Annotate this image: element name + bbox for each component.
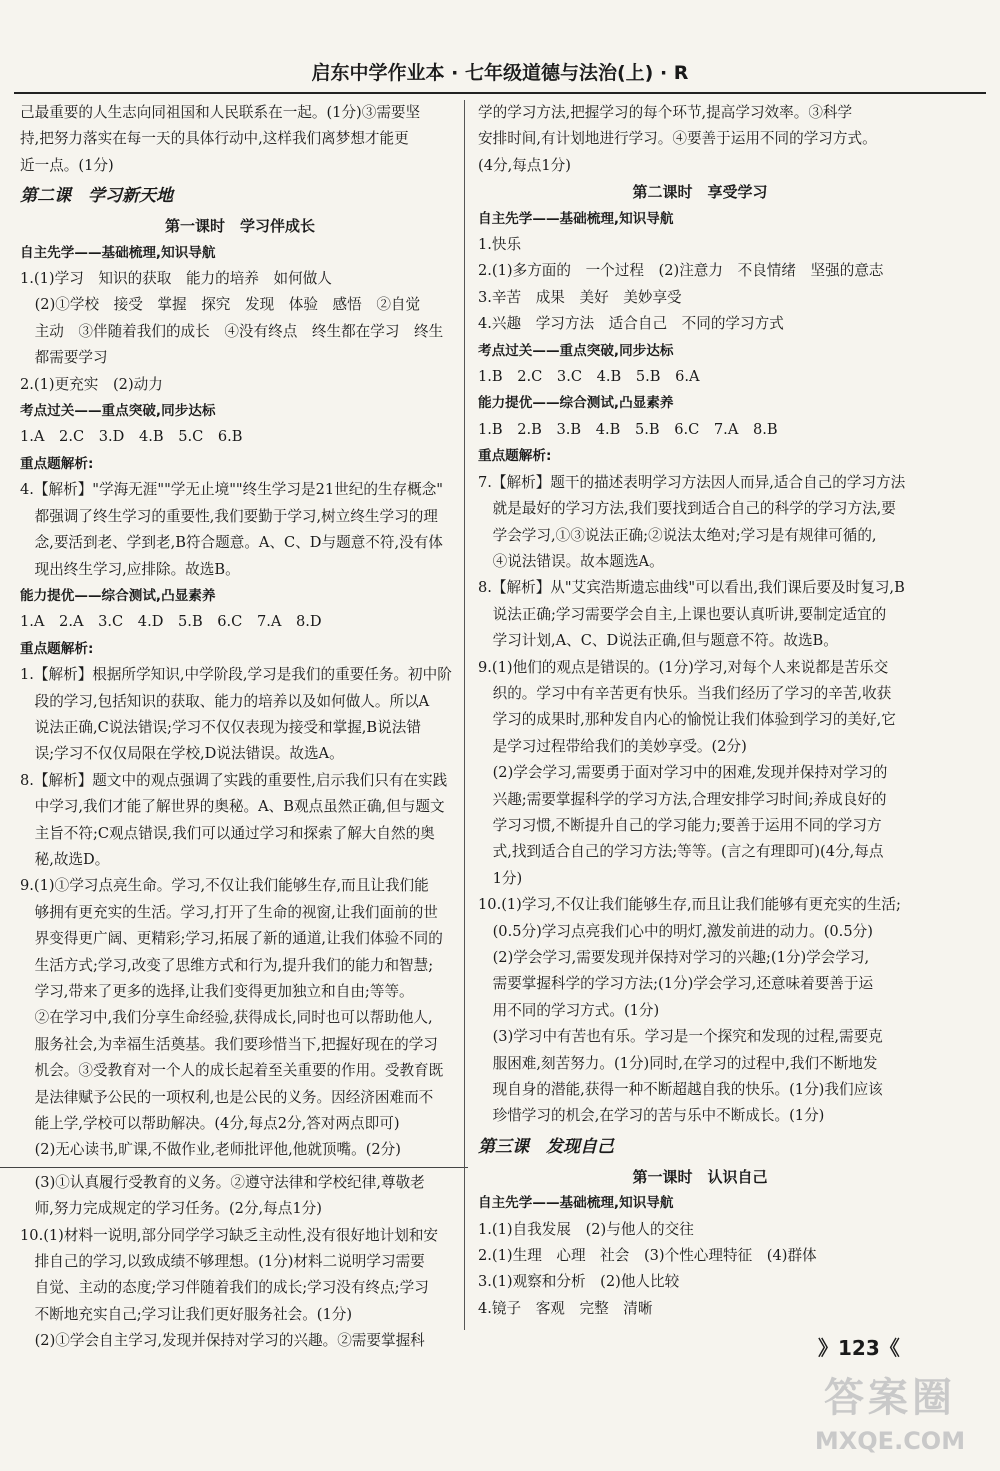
answer-line: 服务社会,为幸福生活奠基。我们要珍惜当下,把握好现在的学习: [20, 1035, 438, 1053]
answer-line: 秘,故选D。: [20, 850, 110, 868]
answer-line: 织的。学习中有辛苦更有快乐。当我们经历了学习的辛苦,收获: [478, 684, 892, 702]
answer-line: 7.【解析】题干的描述表明学习方法因人而异,适合自己的学习方法: [478, 473, 906, 491]
answer-line: 3.(1)观察和分析 (2)他人比较: [478, 1273, 680, 1291]
answer-line: 学习计划,A、C、D说法正确,但与题意不符。故选B。: [478, 632, 838, 650]
answer-line: 误;学习不仅仅局限在学校,D说法错误。故选A。: [20, 745, 344, 763]
answer-line: (4分,每点1分): [478, 156, 571, 174]
section-rule: [0, 1167, 468, 1168]
answer-line: 8.【解析】题文中的观点强调了实践的重要性,启示我们只有在实践: [20, 771, 448, 789]
answer-line: 自觉、主动的态度;学习伴随着我们的成长;学习没有终点;学习: [20, 1279, 429, 1297]
answer-line: 1.(1)自我发展 (2)与他人的交往: [478, 1220, 694, 1238]
section-heading: 重点题解析:: [478, 448, 552, 465]
answer-line: 1.快乐: [478, 236, 522, 254]
answer-line: 机会。③受教育对一个人的成长起着至关重要的作用。受教育既: [20, 1062, 444, 1080]
section-heading: 能力提优——综合测试,凸显素养: [20, 587, 216, 604]
answer-line: 够拥有更充实的生活。学习,打开了生命的视窗,让我们面前的世: [20, 903, 438, 921]
answer-line: (0.5分)学习点亮我们心中的明灯,激发前进的动力。(0.5分): [478, 922, 873, 940]
answer-line: (3)①认真履行受教育的义务。②遵守法律和学校纪律,尊敬老: [20, 1173, 425, 1191]
answer-line: 主动 ③伴随着我们的成长 ④没有终点 终生都在学习 终生: [20, 322, 444, 340]
period-title: 第一课时 学习伴成长: [164, 217, 315, 236]
answer-line: 1分): [478, 869, 523, 887]
answer-line: 1.A 2.A 3.C 4.D 5.B 6.C 7.A 8.D: [20, 613, 322, 631]
page-number: 》123《: [818, 1336, 900, 1360]
section-heading: 能力提优——综合测试,凸显素养: [478, 395, 674, 412]
section-heading: 重点题解析:: [20, 640, 94, 657]
section-heading: 重点题解析:: [20, 455, 94, 472]
section-heading: 自主先学——基础梳理,知识导航: [478, 1195, 674, 1212]
answer-line: 2.(1)多方面的 一个过程 (2)注意力 不良情绪 坚强的意志: [478, 262, 884, 280]
answer-line: 都强调了终生学习的重要性,我们要勤于学习,树立终生学习的理: [20, 507, 438, 525]
answer-line: 就是最好的学习方法,我们要找到适合自己的科学的学习方法,要: [478, 500, 896, 518]
answer-line: 都需要学习: [20, 349, 108, 367]
answer-line: 不断地充实自己;学习让我们更好服务社会。(1分): [20, 1305, 353, 1323]
answer-line: (2)①学校 接受 掌握 探究 发现 体验 感悟 ②自觉: [20, 296, 421, 314]
lesson-title: 第二课 学习新天地: [20, 186, 173, 207]
answer-line: 学习习惯,不断提升自己的学习能力;要善于运用不同的学习方: [478, 816, 882, 834]
answer-line: 服困难,刻苦努力。(1分)同时,在学习的过程中,我们不断地发: [478, 1054, 878, 1072]
answer-line: 需要掌握科学的学习方法;(1分)学会学习,还意味着要善于运: [478, 975, 874, 993]
section-heading: 考点过关——重点突破,同步达标: [478, 342, 674, 359]
section-heading: 考点过关——重点突破,同步达标: [20, 403, 216, 420]
period-title: 第二课时 享受学习: [632, 183, 768, 202]
answer-line: 生活方式;学习,改变了思维方式和行为,提升我们的能力和智慧;: [20, 956, 434, 974]
answer-line: 学习的成果时,那种发自内心的愉悦让我们体验到学习的美好,它: [478, 711, 896, 729]
answer-line: 9.(1)①学习点亮生命。学习,不仅让我们能够生存,而且让我们能: [20, 877, 429, 895]
answer-line: (2)学会学习,需要发现并保持对学习的兴趣;(1分)学会学习,: [478, 949, 870, 966]
watermark-text-top: 答案圈: [824, 1375, 956, 1421]
answer-line: 中学习,我们才能了解世界的奥秘。A、B观点虽然正确,但与题文: [20, 798, 445, 816]
answer-line: 学习,带来了更多的选择,让我们变得更加独立和自由;等等。: [20, 983, 414, 1000]
answer-line: 10.(1)材料一说明,部分同学学习缺乏主动性,没有很好地计划和安: [20, 1226, 439, 1244]
answer-line: 3.辛苦 成果 美好 美妙享受: [478, 288, 682, 306]
answer-line: 现出终生学习,应排除。故选B。: [20, 560, 240, 578]
answer-line: ④说法错误。故本题选A。: [478, 552, 664, 570]
answer-line: 式,找到适合自己的学习方法;等等。(言之有理即可)(4分,每点: [478, 843, 884, 861]
lesson-title: 第三课 发现自己: [478, 1136, 614, 1157]
answer-line: 是学习过程带给我们的美妙享受。(2分): [478, 737, 747, 755]
answer-line: 学的学习方法,把握学习的每个环节,提高学习效率。③科学: [478, 104, 853, 121]
answer-line: 兴趣;需要掌握科学的学习方法,合理安排学习时间;养成良好的: [478, 790, 887, 808]
answer-line: 学会学习,①③说法正确;②说法太绝对;学习是有规律可循的,: [478, 526, 877, 544]
answer-line: (2)学会学习,需要勇于面对学习中的困难,发现并保持对学习的: [478, 764, 888, 782]
answer-line: 2.(1)更充实 (2)动力: [20, 375, 163, 393]
answer-line: 1.B 2.B 3.B 4.B 5.B 6.C 7.A 8.B: [478, 420, 778, 438]
answer-line: 1.A 2.C 3.D 4.B 5.C 6.B: [20, 428, 243, 446]
section-heading: 自主先学——基础梳理,知识导航: [20, 244, 216, 261]
answer-line: 8.【解析】从"艾宾浩斯遗忘曲线"可以看出,我们课后要及时复习,B: [478, 579, 905, 597]
right-column: [478, 100, 922, 1322]
header-title: 启东中学作业本 · 七年级道德与法治(上) · R: [311, 62, 689, 84]
answer-line: 己最重要的人生志向同祖国和人民联系在一起。(1分)③需要坚: [20, 104, 421, 121]
answer-line: 主旨不符;C观点错误,我们可以通过学习和探索了解大自然的奥: [20, 824, 435, 842]
answer-line: 2.(1)生理 心理 社会 (3)个性心理特征 (4)群体: [478, 1247, 817, 1265]
answer-line: ②在学习中,我们分享生命经验,获得成长,同时也可以帮助他人,: [20, 1009, 433, 1027]
answer-line: 排自己的学习,以致成绩不够理想。(1分)材料二说明学习需要: [20, 1253, 425, 1271]
answer-line: 能上学,学校可以帮助解决。(4分,每点2分,答对两点即可): [20, 1115, 400, 1133]
watermark-logo: [790, 1372, 990, 1468]
answer-line: 念,要活到老、学到老,B符合题意。A、C、D与题意不符,没有体: [20, 534, 443, 552]
answer-line: 4.兴趣 学习方法 适合自己 不同的学习方式: [478, 315, 784, 333]
answer-line: (2)无心读书,旷课,不做作业,老师批评他,他就顶嘴。(2分): [20, 1141, 401, 1159]
answer-line: 1.【解析】根据所学知识,中学阶段,学习是我们的重要任务。初中阶: [20, 666, 452, 684]
column-divider: [464, 100, 465, 1330]
answer-line: 师,努力完成规定的学习任务。(2分,每点1分): [20, 1200, 322, 1218]
answer-line: 说法正确;学习需要学会自主,上课也要认真听讲,要制定适宜的: [478, 605, 887, 623]
answer-line: 用不同的学习方式。(1分): [478, 1001, 660, 1019]
header-rule: [14, 92, 986, 94]
answer-line: 持,把努力落实在每一天的具体行动中,这样我们离梦想才能更: [20, 130, 409, 148]
answer-line: 9.(1)他们的观点是错误的。(1分)学习,对每个人来说都是苦乐交: [478, 658, 889, 676]
answer-line: 珍惜学习的机会,在学习的苦与乐中不断成长。(1分): [478, 1107, 825, 1125]
left-column: [20, 100, 460, 1355]
answer-line: 说法正确,C说法错误;学习不仅仅表现为接受和掌握,B说法错: [20, 718, 421, 736]
answer-line: 1.(1)学习 知识的获取 能力的培养 如何做人: [20, 270, 332, 288]
answer-line: 10.(1)学习,不仅让我们能够生存,而且让我们能够有更充实的生活;: [478, 896, 901, 914]
answer-line: 4.镜子 客观 完整 清晰: [478, 1299, 653, 1317]
page-header: [0, 58, 1000, 90]
answer-line: (2)①学会自主学习,发现并保持对学习的兴趣。②需要掌握科: [20, 1332, 425, 1350]
answer-line: 4.【解析】"学海无涯""学无止境""终生学习是21世纪的生存概念": [20, 481, 444, 499]
answer-line: 是法律赋予公民的一项权利,也是公民的义务。因经济困难而不: [20, 1088, 434, 1106]
period-title: 第一课时 认识自己: [632, 1167, 768, 1186]
answer-line: 近一点。(1分): [20, 156, 114, 174]
answer-line: 1.B 2.C 3.C 4.B 5.B 6.A: [478, 368, 700, 386]
answer-line: 界变得更广阔、更精彩;学习,拓展了新的通道,让我们体验不同的: [20, 930, 443, 948]
answer-line: 段的学习,包括知识的获取、能力的培养以及如何做人。所以A: [20, 692, 430, 710]
answer-line: 现自身的潜能,获得一种不断超越自我的快乐。(1分)我们应该: [478, 1081, 883, 1099]
section-heading: 自主先学——基础梳理,知识导航: [478, 210, 674, 227]
watermark-text-bottom: MXQE.COM: [814, 1427, 966, 1455]
answer-line: 安排时间,有计划地进行学习。④要善于运用不同的学习方式。: [478, 130, 877, 148]
answer-line: (3)学习中有苦也有乐。学习是一个探究和发现的过程,需要克: [478, 1028, 883, 1046]
